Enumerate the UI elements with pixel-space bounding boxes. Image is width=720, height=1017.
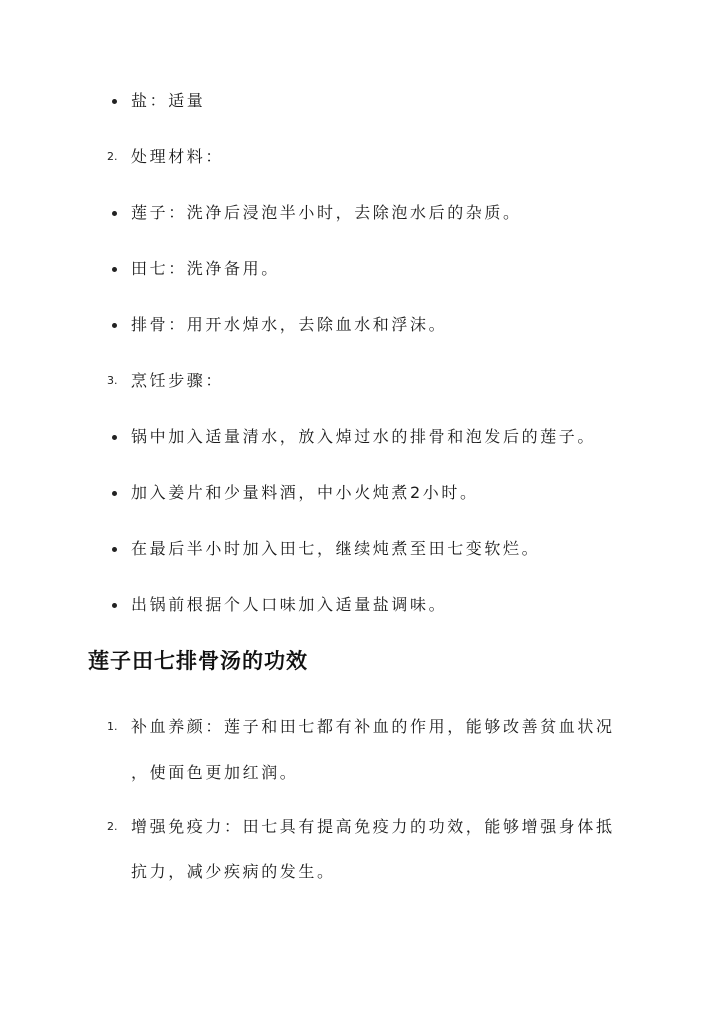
list-item [0, 310, 720, 340]
bullet-marker [112, 491, 117, 496]
list-item-text: 莲子：洗净后浸泡半小时，去除泡水后的杂质。 [131, 203, 522, 222]
list-item [0, 86, 720, 116]
list-item [0, 366, 720, 396]
bullet-marker [112, 323, 117, 328]
list-item [0, 534, 720, 564]
list-item [0, 478, 720, 508]
list-item-text: 烹饪步骤： [131, 371, 225, 390]
list-item [0, 142, 720, 172]
bullet-marker [112, 435, 117, 440]
section-heading: 莲子田七排骨汤的功效 [88, 649, 308, 673]
list-item-text: 田七：洗净备用。 [131, 259, 280, 278]
list-item [0, 590, 720, 620]
list-item-text: 锅中加入适量清水，放入焯过水的排骨和泡发后的莲子。 [131, 427, 597, 446]
list-item-text: 处理材料： [131, 147, 225, 166]
number-marker: 3. [107, 374, 118, 387]
list-item [0, 422, 720, 452]
bullet-marker [112, 99, 117, 104]
list-item-text: 补血养颜：莲子和田七都有补血的作用，能够改善贫血状况 [131, 717, 615, 736]
list-item-text: 盐：适量 [131, 91, 206, 110]
bullet-marker [112, 267, 117, 272]
number-marker: 2. [107, 820, 118, 833]
bullet-marker [112, 547, 117, 552]
bullet-marker [112, 603, 117, 608]
list-item-text: 排骨：用开水焯水，去除血水和浮沫。 [131, 315, 448, 334]
list-item-text: 加入姜片和少量料酒，中小火炖煮2小时。 [131, 483, 479, 502]
list-item-continuation: 抗力，减少疾病的发生。 [131, 862, 336, 881]
list-item-text: 在最后半小时加入田七，继续炖煮至田七变软烂。 [131, 539, 541, 558]
list-item [0, 712, 720, 742]
list-item [0, 198, 720, 228]
list-item-continuation: ，使面色更加红润。 [131, 763, 299, 782]
number-marker: 2. [107, 150, 118, 163]
list-item-text: 出锅前根据个人口味加入适量盐调味。 [131, 595, 448, 614]
bullet-marker [112, 211, 117, 216]
list-item [0, 254, 720, 284]
list-item [0, 812, 720, 842]
number-marker: 1. [107, 720, 118, 733]
list-item-text: 增强免疫力：田七具有提高免疫力的功效，能够增强身体抵 [131, 817, 615, 836]
